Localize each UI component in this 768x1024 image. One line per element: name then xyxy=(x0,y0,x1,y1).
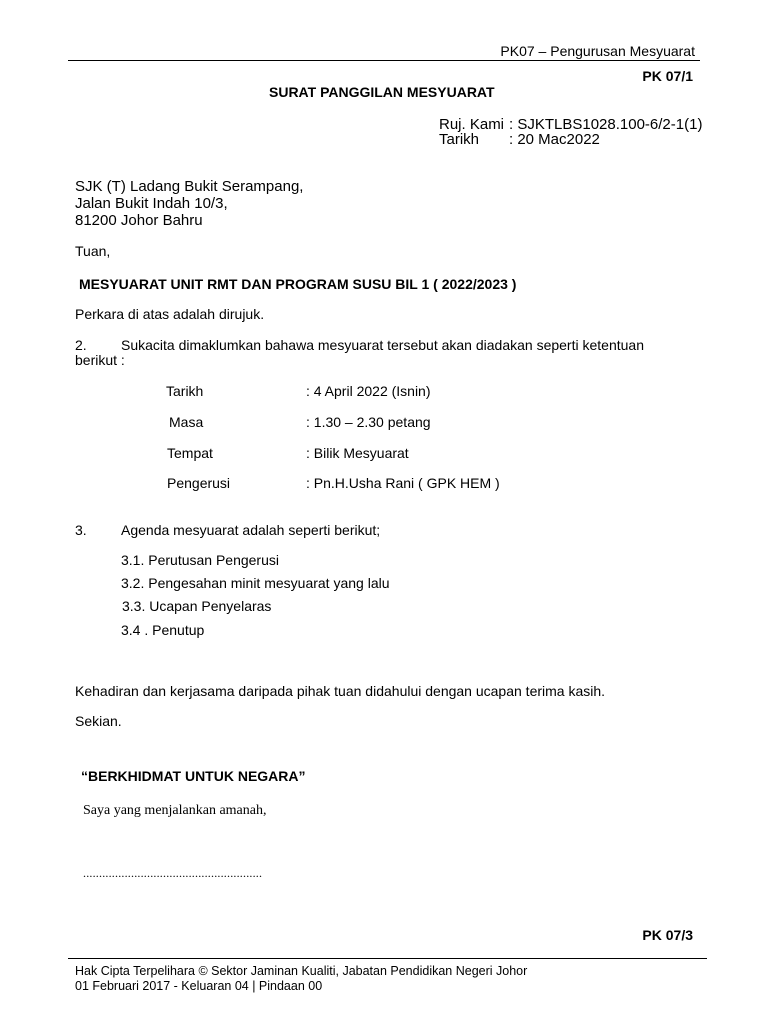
para3-text: Agenda mesyuarat adalah seperti berikut; xyxy=(121,522,381,538)
ref-ruj-value: : SJKTLBS1028.100-6/2-1(1) xyxy=(509,116,703,133)
para2-line-2: berikut : xyxy=(75,352,125,368)
address-line-2: Jalan Bukit Indah 10/3, xyxy=(75,195,228,212)
ref-tarikh-value: : 20 Mac2022 xyxy=(509,131,600,148)
sekian: Sekian. xyxy=(75,713,122,729)
agenda-item-2: 3.2. Pengesahan minit mesyuarat yang lalu xyxy=(121,575,390,591)
letter-title: SURAT PANGGILAN MESYUARAT xyxy=(269,84,495,100)
para2-line-1: Sukacita dimaklumkan bahawa mesyuarat tersebut akan diadakan seperti ketentuan xyxy=(121,337,644,353)
para3-number: 3. xyxy=(75,522,87,538)
detail-label-tarikh: Tarikh xyxy=(166,383,204,399)
address-line-1: SJK (T) Ladang Bukit Serampang, xyxy=(75,178,304,195)
ref-tarikh-label: Tarikh xyxy=(439,131,480,148)
detail-label-masa: Masa xyxy=(169,414,204,430)
agenda-item-3: 3.3. Ucapan Penyelaras xyxy=(122,598,272,614)
agenda-item-1: 3.1. Perutusan Pengerusi xyxy=(121,552,279,568)
footer-form-code: PK 07/3 xyxy=(642,927,693,943)
header-title: PK07 – Pengurusan Mesyuarat xyxy=(500,43,695,59)
closing-paragraph: Kehadiran dan kerjasama daripada pihak tuan didahului dengan ucapan terima kasih. xyxy=(75,683,606,699)
header-rule xyxy=(68,60,700,61)
address-line-3: 81200 Johor Bahru xyxy=(75,212,203,229)
ref-ruj-label: Ruj. Kami xyxy=(439,116,505,133)
intro-paragraph: Perkara di atas adalah dirujuk. xyxy=(75,306,265,322)
salutation: Tuan, xyxy=(75,243,111,259)
para2-number: 2. xyxy=(75,337,87,353)
footer-copyright: Hak Cipta Terpelihara © Sektor Jaminan Kualiti, Jabatan Pendidikan Negeri Johor xyxy=(75,964,528,978)
detail-value-pengerusi: : Pn.H.Usha Rani ( GPK HEM ) xyxy=(306,475,500,491)
subject-heading: MESYUARAT UNIT RMT DAN PROGRAM SUSU BIL 1 ( 2022/2023 ) xyxy=(79,276,517,292)
detail-label-tempat: Tempat xyxy=(167,445,213,461)
detail-value-tarikh: : 4 April 2022 (Isnin) xyxy=(306,383,431,399)
detail-value-masa: : 1.30 – 2.30 petang xyxy=(306,414,431,430)
motto: “BERKHIDMAT UNTUK NEGARA” xyxy=(81,768,306,784)
detail-value-tempat: : Bilik Mesyuarat xyxy=(306,445,409,461)
agenda-item-4: 3.4 . Penutup xyxy=(121,622,205,638)
signoff: Saya yang menjalankan amanah, xyxy=(83,803,267,818)
signature-line: ........................................................ xyxy=(83,866,263,880)
footer-rule xyxy=(68,958,707,959)
header-form-code: PK 07/1 xyxy=(642,68,693,84)
detail-label-pengerusi: Pengerusi xyxy=(167,475,231,491)
footer-revision: 01 Februari 2017 - Keluaran 04 | Pindaan 00 xyxy=(75,979,323,993)
